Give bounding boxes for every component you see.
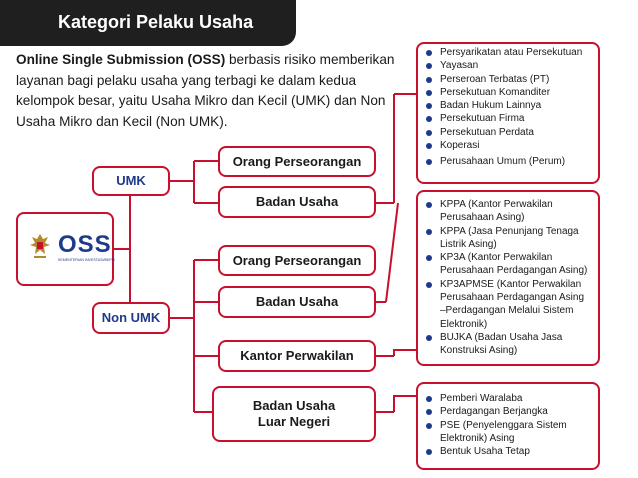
orang-perseorangan-umk-box xyxy=(218,146,376,177)
badan-usaha-non-umk-label: Badan Usaha xyxy=(255,294,339,309)
list-item: KP3APMSE (Kantor Perwakilan Perusahaan Perdagangan Asing –Perdagangan Melalui Sistem Elektronik) xyxy=(426,278,592,331)
list-item: BUJKA (Badan Usaha Jasa Konstruksi Asing) xyxy=(426,331,592,358)
list-item: Koperasi xyxy=(426,139,592,152)
garuda-emblem-icon xyxy=(28,232,52,260)
page-title: Kategori Pelaku Usaha xyxy=(58,12,254,32)
badan-usaha-luar-negeri-label-2: Luar Negeri xyxy=(257,414,331,429)
umk-label: UMK xyxy=(116,173,146,188)
non-umk-label: Non UMK xyxy=(101,310,161,325)
list-item: Persyarikatan atau Persekutuan xyxy=(426,46,592,59)
list-item: Perdagangan Berjangka xyxy=(426,405,592,418)
list-item: KP3A (Kantor Perwakilan Perusahaan Perdagangan Asing) xyxy=(426,251,592,278)
intro-paragraph xyxy=(16,50,400,132)
intro-bold: Online Single Submission (OSS) xyxy=(16,52,226,67)
umk-box xyxy=(92,166,170,196)
orang-perseorangan-non-umk-label: Orang Perseorangan xyxy=(232,252,362,268)
orang-perseorangan-umk-label: Orang Perseorangan xyxy=(232,153,362,169)
non-umk-box xyxy=(92,302,170,334)
oss-logo-text: OSS xyxy=(58,231,112,258)
badan-usaha-luar-negeri-box xyxy=(212,386,376,442)
oss-logo-subtext: KEMENTERIAN INVESTASI/BKPM xyxy=(58,258,115,262)
list-item: Persekutuan Firma xyxy=(426,112,592,125)
list-item: Perusahaan Umum (Perum) xyxy=(426,155,592,168)
kantor-perwakilan-label: Kantor Perwakilan xyxy=(240,348,354,363)
list-item: Pemberi Waralaba xyxy=(426,392,592,405)
luar-negeri-types-list-box xyxy=(416,382,600,470)
list-item: Bentuk Usaha Tetap xyxy=(426,445,592,458)
badan-usaha-non-umk-box xyxy=(218,286,376,318)
badan-usaha-types-list xyxy=(426,46,592,169)
oss-logo-box xyxy=(16,212,114,286)
orang-perseorangan-non-umk-box xyxy=(218,245,376,276)
list-item: Persekutuan Komanditer xyxy=(426,86,592,99)
list-item: Persekutuan Perdata xyxy=(426,126,592,139)
badan-usaha-umk-box xyxy=(218,186,376,218)
badan-usaha-luar-negeri-label-1: Badan Usaha xyxy=(252,398,336,413)
list-item: Perseroan Terbatas (PT) xyxy=(426,73,592,86)
list-item: PSE (Penyelenggara Sistem Elektronik) Asing xyxy=(426,419,592,446)
kantor-perwakilan-types-list xyxy=(426,198,592,358)
list-item: Badan Hukum Lainnya xyxy=(426,99,592,112)
list-item: KPPA (Jasa Penunjang Tenaga Listrik Asing) xyxy=(426,225,592,252)
list-item: KPPA (Kantor Perwakilan Perusahaan Asing) xyxy=(426,198,592,225)
list-item: Yayasan xyxy=(426,59,592,72)
header-bar xyxy=(0,0,296,46)
luar-negeri-types-list xyxy=(426,392,592,458)
kantor-perwakilan-box xyxy=(218,340,376,372)
badan-usaha-umk-label: Badan Usaha xyxy=(255,194,339,209)
kantor-perwakilan-types-list-box xyxy=(416,190,600,366)
badan-usaha-types-list-box xyxy=(416,42,600,184)
intro-text: berbasis risiko memberikan layanan bagi pelaku usaha yang terbagi ke dalam kedua kelompok besar, yaitu Usaha Mikro dan Kecil (UMK) dan Non Usaha Mikro dan Kecil (Non UMK). xyxy=(16,52,395,129)
